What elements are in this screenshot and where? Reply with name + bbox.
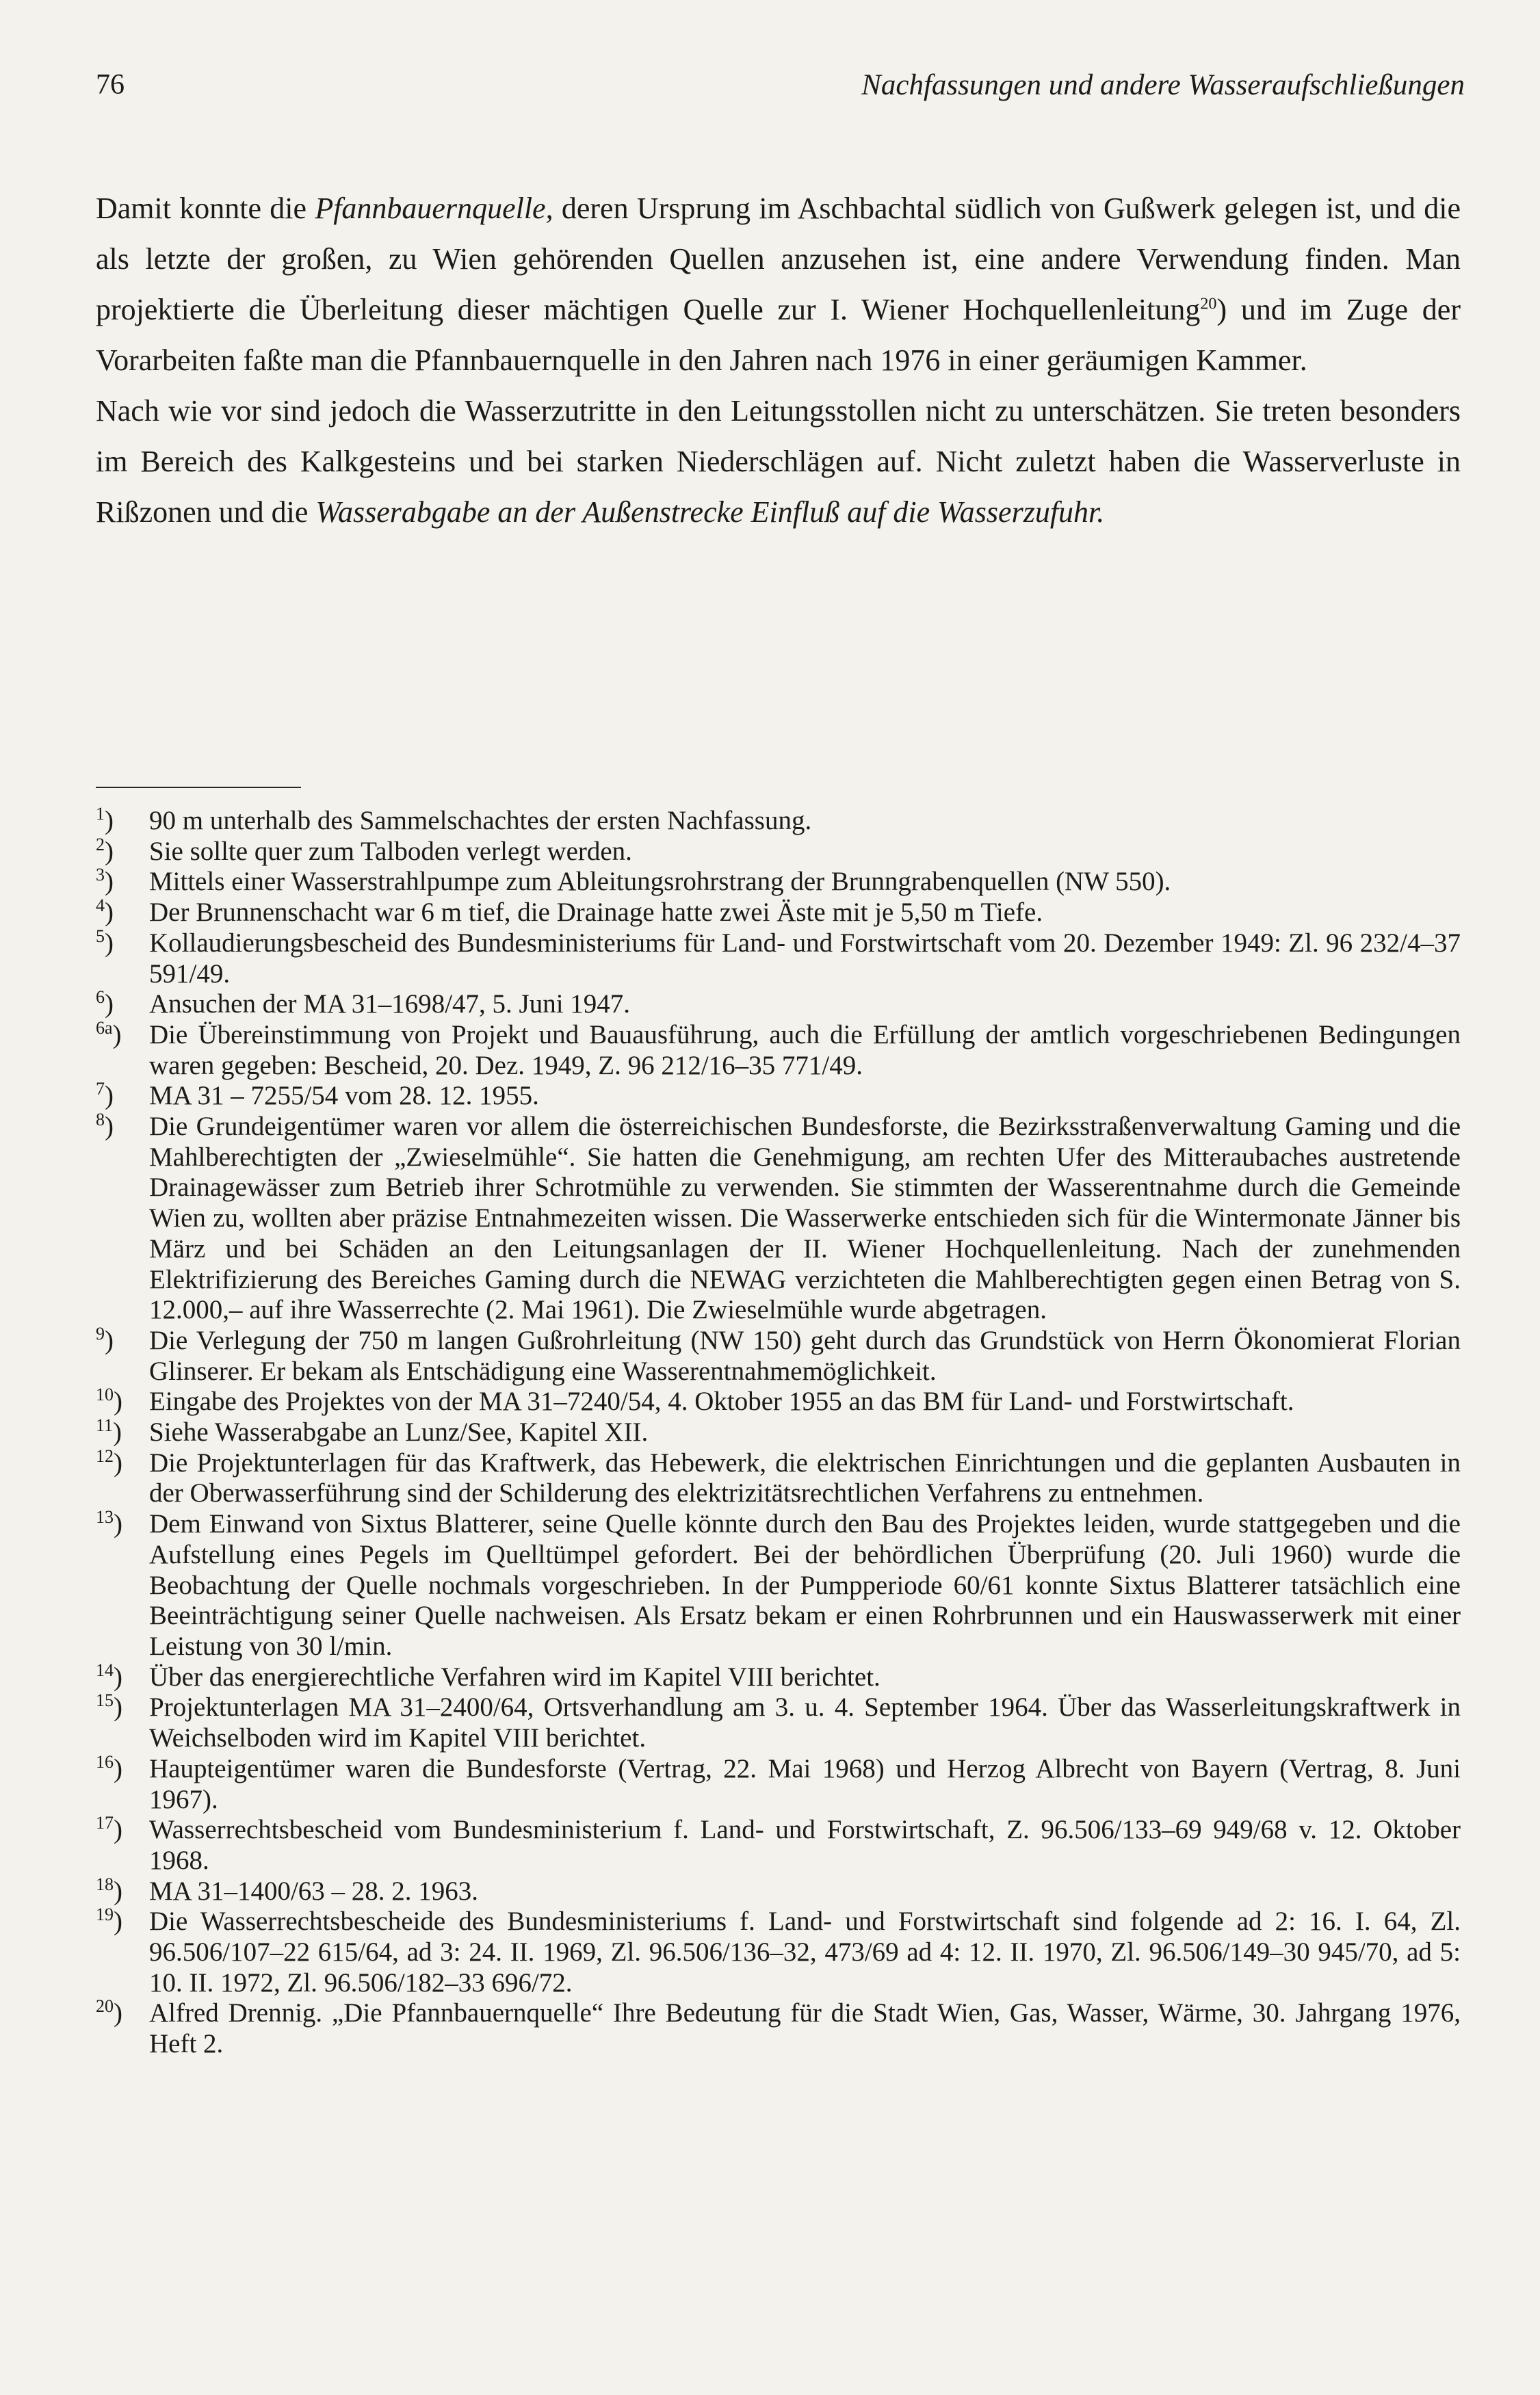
footnote-number: $^{15}$) [96, 1690, 122, 1723]
footnote-marker: 3 [96, 865, 105, 885]
footnote [96, 1081, 1461, 1112]
text-run: Nach wie vor sind jedoch die Wasserzutritte in den Leitungsstollen nicht zu unterschätzen. Sie treten besonders im Bereich des Kalkgesteins und bei starken Niederschlägen auf. Nicht zuletzt haben die Wasserverluste in Rißzonen und die [96, 394, 1461, 529]
footnote-number: $^9$) [96, 1323, 114, 1355]
footnote-text: Dem Einwand von Sixtus Blatterer, seine Quelle könnte durch den Bau des Projektes leiden, wurde stattgegeben und die Aufstellung eines Pegels im Quelltümpel gefordert. Bei der behördlichen Überprüfung (20. Juli 1960) wurde die Beobachtung der Quelle nochmals vorgeschrieben. In der Pumpperiode 60/61 konnte Sixtus Blatterer tatsächlich eine Beeinträchtigung seiner Quelle nachweisen. Als Ersatz bekam er einen Rohrbrunnen und ein Hauswasserwerk mit einer Leistung von 30 l/min. [149, 1509, 1461, 1661]
footnote-number: $^6$) [96, 987, 114, 1019]
footnote-number: $^{17}$) [96, 1813, 122, 1845]
footnote-marker: 2 [96, 834, 105, 854]
page-header [96, 68, 1465, 109]
footnote-number: $^4$) [96, 895, 114, 928]
paragraph-2 [96, 386, 1461, 538]
footnote [96, 1876, 1461, 1907]
italic-term: Wasserabgabe an der Außenstrecke Einfluß auf die Wasserzufuhr. [315, 495, 1105, 529]
footnote-text: Die Wasserrechtsbescheide des Bundesministeriums f. Land- und Forstwirtschaft sind folgende ad 2: 16. I. 64, Zl. 96.506/107–22 615/64, ad 3: 24. II. 1969, Zl. 96.506/136–32, 473/69 ad 4: 12. II. 1970, Zl. 96.506/149–30 945/70, ad 5: 10. II. 1972, Zl. 96.506/182–33 696/72. [149, 1907, 1461, 1998]
footnote-marker: 20 [96, 1996, 114, 2017]
footnote [96, 1387, 1461, 1417]
main-text [96, 183, 1461, 538]
running-title: Nachfassungen und andere Wasseraufschließungen [861, 69, 1465, 101]
footnote-marker: 13 [96, 1507, 114, 1528]
footnote-text: Sie sollte quer zum Talboden verlegt werden. [149, 836, 632, 866]
footnote [96, 1815, 1461, 1876]
footnote-number: $^3$) [96, 865, 114, 897]
footnote-number: $^{19}$) [96, 1905, 122, 1937]
footnote-text: MA 31–1400/63 – 28. 2. 1963. [149, 1876, 479, 1906]
text-run: ) und im Zuge der Vorarbeiten faßte man die Pfannbauernquelle in den Jahren nach 1976 in einer geräumigen Kammer. [96, 293, 1461, 377]
footnote [96, 1998, 1461, 2059]
footnote [96, 1692, 1461, 1753]
footnote-marker: 4 [96, 895, 105, 916]
footnote-number: $^5$) [96, 926, 114, 958]
footnote [96, 834, 1461, 867]
footnote [96, 1907, 1461, 1998]
footnote-number: $^2$) [96, 834, 114, 866]
footnote-number: $^{20}$) [96, 1996, 122, 2028]
page-number: 76 [96, 69, 125, 101]
footnote-marker: 12 [96, 1445, 114, 1466]
footnote [96, 1662, 1461, 1693]
footnote-marker: 18 [96, 1874, 114, 1894]
footnote [96, 928, 1461, 989]
footnote [96, 1323, 1461, 1387]
footnote-text: 90 m unterhalb des Sammelschachtes der ersten Nachfassung. [149, 806, 812, 835]
footnote-number: $^1$) [96, 804, 114, 835]
footnote-number: $^{18}$) [96, 1874, 122, 1906]
footnote-text: Haupteigentümer waren die Bundesforste (Vertrag, 22. Mai 1968) und Herzog Albrecht von Bayern (Vertrag, 8. Juni 1967). [149, 1753, 1461, 1814]
footnote-text: Siehe Wasserabgabe an Lunz/See, Kapitel XII. [149, 1417, 649, 1448]
footnote-marker: 9 [96, 1323, 105, 1344]
footnote-number: $^7$) [96, 1079, 114, 1111]
footnote-number: $^{11}$) [96, 1415, 122, 1448]
footnote-number: $^{16}$) [96, 1751, 122, 1783]
footnote [96, 1017, 1461, 1081]
footnote-text: Alfred Drennig. „Die Pfannbauernquelle“ Ihre Bedeutung für die Stadt Wien, Gas, Wasser, Wärme, 30. Jahrgang 1976, Heft 2. [149, 1998, 1461, 2059]
footnote-number: $^{10}$) [96, 1385, 122, 1417]
footnote [96, 867, 1461, 898]
footnote-text: Über das energierechtliche Verfahren wird im Kapitel VIII berichtet. [149, 1662, 880, 1692]
footnote-marker: 11 [96, 1415, 114, 1436]
footnote [96, 1417, 1461, 1448]
footnote [96, 1112, 1461, 1326]
footnote-marker: 6 [96, 987, 105, 1008]
footnote-text: Die Projektunterlagen für das Kraftwerk, das Hebewerk, die elektrischen Einrichtungen und die geplanten Ausbauten in der Oberwasserführung sind der Schilderung des elektrizitätsrechtlichen Verfahrens zu entnehmen. [149, 1448, 1461, 1508]
footnote-text: Die Grundeigentümer waren vor allem die österreichischen Bundesforste, die Bezirksstraßenverwaltung Gaming und die Mahlberechtigten der „Zwieselmühle“. Sie hatten die Genehmigung, am rechten Ufer des Mitteraubaches austretende Drainagewässer zum Betrieb ihrer Schrotmühle zu verwenden. Sie stimmten der Wasserentnahme durch die Gemeinde Wien zu, wollten aber präzise Entnahmezeiten wissen. Die Wasserwerke entschieden sich für die Wintermonate Jänner bis März und bei Schäden an den Leitungsanlagen der II. Wiener Hochquellenleitung. Nach der zunehmenden Elektrifizierung des Bereiches Gaming durch die NEWAG verzichteten die Mahlberechtigten gegen einen Betrag von S. 12.000,– auf ihre Wasserrechte (2. Mai 1961). Die Zwieselmühle wurde abgetragen. [149, 1112, 1461, 1325]
italic-term: Pfannbauernquelle, [315, 192, 553, 225]
footnote-marker: 10 [96, 1385, 114, 1405]
text-run: deren Ursprung im Aschbachtal südlich von Gußwerk gelegen ist, und die als letzte der großen, zu Wien gehörenden Quellen anzusehen ist, eine andere Verwendung finden. Man projektierte die Überleitung dieser mächtigen Quelle zur I. Wiener Hochquellenleitung [96, 192, 1461, 326]
footnote [96, 989, 1461, 1020]
footnote-list [96, 806, 1461, 2060]
footnote-number: $^{14}$) [96, 1660, 122, 1692]
text-run: Damit konnte die [96, 192, 315, 225]
footnote-number: $^{6a}$) [96, 1017, 122, 1049]
footnote-marker: 1 [96, 804, 105, 824]
paragraph-1 [96, 183, 1461, 386]
footnote-reference: 20 [1200, 294, 1217, 313]
footnote-marker: 8 [96, 1110, 105, 1130]
footnote-number: $^{13}$) [96, 1507, 122, 1539]
footnote-text: Mittels einer Wasserstrahlpumpe zum Ableitungsrohrstrang der Brunngrabenquellen (NW 550). [149, 867, 1171, 897]
footnote-text: Der Brunnenschacht war 6 m tief, die Drainage hatte zwei Äste mit je 5,50 m Tiefe. [149, 898, 1043, 928]
footnote [96, 1509, 1461, 1662]
footnote-text: Eingabe des Projektes von der MA 31–7240/54, 4. Oktober 1955 an das BM für Land- und Forstwirtschaft. [149, 1387, 1294, 1417]
footnote-text: Die Übereinstimmung von Projekt und Bauausführung, auch die Erfüllung der amtlich vorgeschriebenen Bedingungen waren gegeben: Bescheid, 20. Dez. 1949, Z. 96 212/16–35 771/49. [149, 1019, 1461, 1080]
footnote-text: MA 31 – 7255/54 vom 28. 12. 1955. [149, 1081, 539, 1111]
footnote-number: $^8$) [96, 1110, 114, 1142]
footnote-text: Die Verlegung der 750 m langen Gußrohrleitung (NW 150) geht durch das Grundstück von Herrn Ökonomierat Florian Glinserer. Er bekam als Entschädigung eine Wasserentnahmemöglichkeit. [149, 1325, 1461, 1386]
footnote-separator [96, 787, 301, 788]
footnote-marker: 14 [96, 1660, 114, 1680]
footnote-marker: 6a [96, 1017, 113, 1038]
footnote-text: Kollaudierungsbescheid des Bundesministeriums für Land- und Forstwirtschaft vom 20. Dezember 1949: Zl. 96 232/4–37 591/49. [149, 928, 1461, 989]
footnote-marker: 19 [96, 1905, 114, 1925]
footnote-marker: 7 [96, 1079, 105, 1099]
footnote [96, 1445, 1461, 1509]
footnote [96, 806, 1461, 837]
footnote-marker: 15 [96, 1690, 114, 1711]
footnote-marker: 17 [96, 1813, 114, 1833]
footnote [96, 895, 1461, 928]
footnote-text: Wasserrechtsbescheid vom Bundesministerium f. Land- und Forstwirtschaft, Z. 96.506/133–69 949/68 v. 12. Oktober 1968. [149, 1815, 1461, 1875]
footnote-text: Ansuchen der MA 31–1698/47, 5. Juni 1947. [149, 989, 631, 1019]
footnote [96, 1751, 1461, 1815]
footnote-marker: 5 [96, 926, 105, 946]
footnote-number: $^{12}$) [96, 1445, 122, 1478]
footnote-text: Projektunterlagen MA 31–2400/64, Ortsverhandlung am 3. u. 4. September 1964. Über das Wasserleitungskraftwerk in Weichselboden wird im Kapitel VIII berichtet. [149, 1692, 1461, 1753]
footnote-marker: 16 [96, 1751, 114, 1772]
